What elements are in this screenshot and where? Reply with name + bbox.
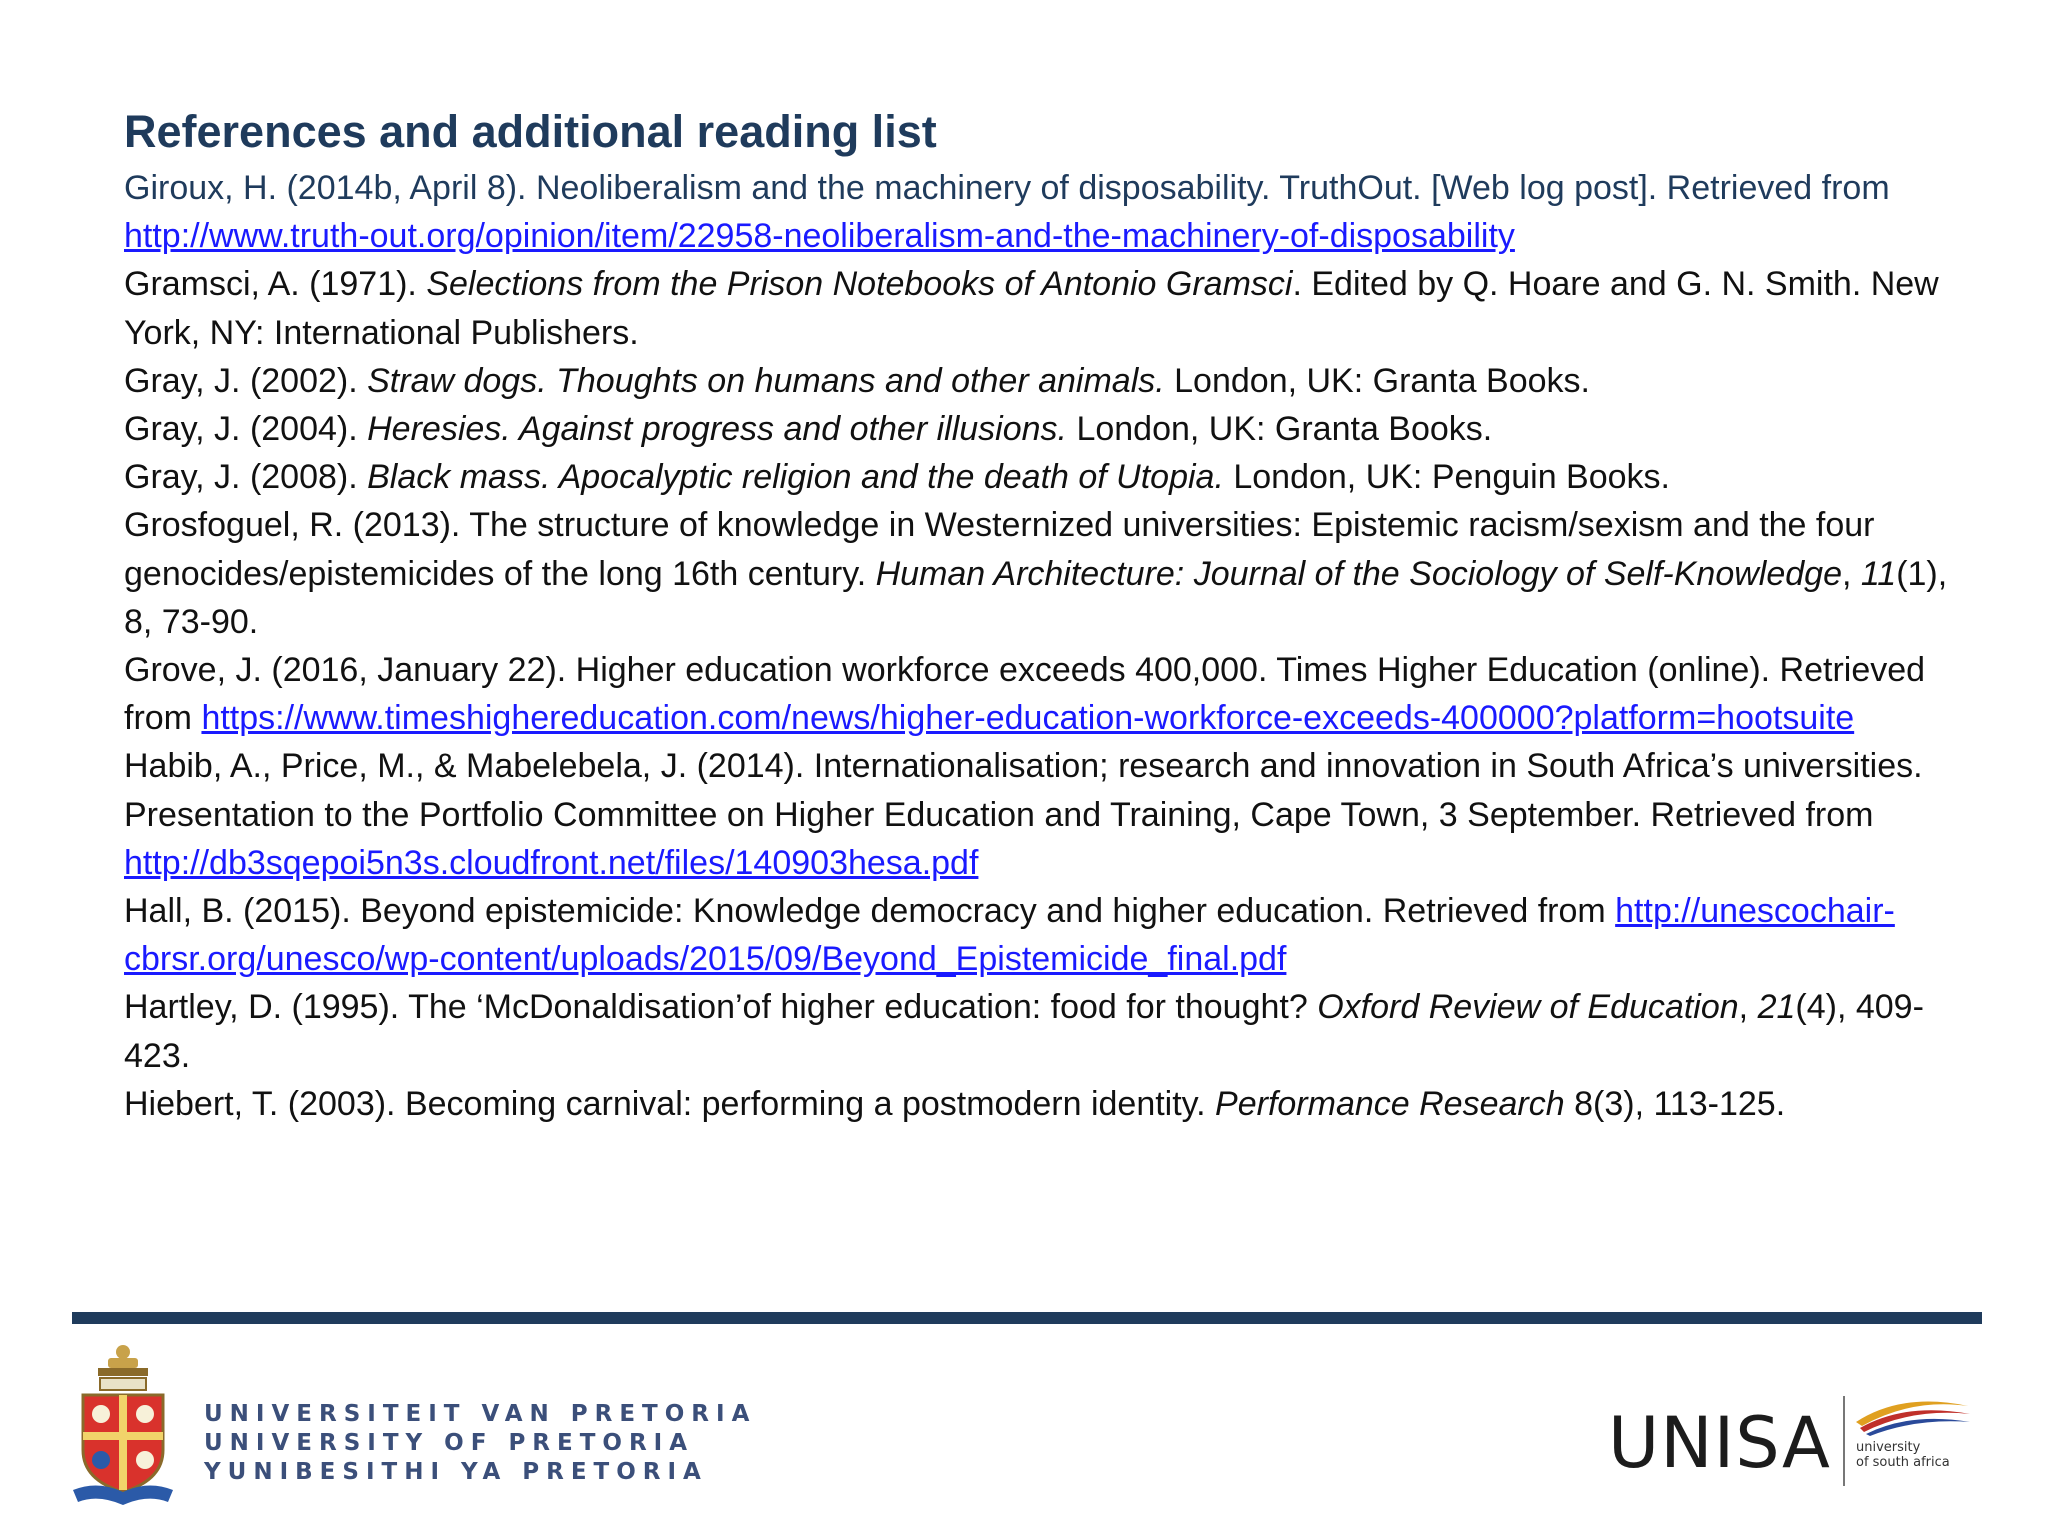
unisa-tagline-line: university (1856, 1440, 1921, 1455)
reference-text: , (1738, 988, 1758, 1027)
reference-text: Giroux, H. (2014b, April 8). Neoliberalism and the machinery of disposability. TruthOut. [Web log post]. Retrieved from (124, 169, 1890, 207)
unisa-tagline (1856, 1440, 1950, 1470)
reference-link[interactable]: http://unescochair-cbrsr.org/unesco/wp-content/uploads/2015/09/Beyond_Epistemicide_final.pdf (124, 892, 1895, 979)
reference-italic-text: Human Architecture: Journal of the Sociology of Self-Knowledge (875, 554, 1842, 593)
reference-entry (124, 164, 1984, 260)
unisa-tagline-line: of south africa (1856, 1455, 1950, 1470)
reference-italic-text: Black mass. Apocalyptic religion and the death of Utopia. (367, 458, 1224, 497)
reference-text: Habib, A., Price, M., & Mabelebela, J. (2014). Internationalisation; research and innovation in South Africa’s universities. Presentation to the Portfolio Committee on Higher Education and Training, Cape Town, 3 September. Retrieved from (124, 747, 1923, 834)
reference-text: London, UK: Penguin Books. (1223, 458, 1670, 497)
reference-text: Gray, J. (2008). (124, 458, 368, 497)
reference-italic-text: 11 (1860, 554, 1897, 593)
reference-entry (124, 646, 1984, 742)
unisa-logo-divider (1843, 1396, 1845, 1486)
reference-entry (124, 501, 1984, 646)
reference-text: London, UK: Granta Books. (1067, 410, 1493, 449)
reference-link[interactable]: https://www.timeshighereducation.com/news/higher-education-workforce-exceeds-400000?platform=hootsuite (201, 699, 1855, 738)
reference-entry (124, 983, 1984, 1079)
unisa-swoosh-icon (1852, 1392, 1972, 1436)
reference-text: , (1842, 554, 1861, 593)
reference-text: Hall, B. (2015). Beyond epistemicide: Knowledge democracy and higher education. Retrieved from (124, 892, 1616, 931)
reference-text: 8(3), 113-125. (1564, 1084, 1786, 1123)
reference-entry (124, 742, 1984, 887)
reference-text: Hiebert, T. (2003). Becoming carnival: performing a postmodern identity. (124, 1084, 1216, 1123)
reference-entry (124, 1080, 1984, 1128)
page-title: References and additional reading list (124, 106, 937, 157)
reference-entry (124, 260, 1984, 356)
reference-link[interactable]: http://www.truth-out.org/opinion/item/22958-neoliberalism-and-the-machinery-of-disposability (124, 217, 1515, 256)
reference-italic-text: Straw dogs. Thoughts on humans and other animals. (367, 361, 1165, 400)
reference-entry (124, 357, 1984, 405)
reference-text: (4), 409-423. (124, 988, 1924, 1075)
reference-text: . Edited by Q. Hoare and G. N. Smith. New York, NY: International Publishers. (124, 265, 1939, 352)
university-of-pretoria-wordmark (204, 1400, 756, 1487)
reference-text: Hartley, D. (1995). The ‘McDonaldisation’of higher education: food for thought? (124, 988, 1318, 1027)
reference-text: London, UK: Granta Books. (1164, 361, 1590, 400)
up-wordmark-line: UNIVERSITY OF PRETORIA (204, 1430, 695, 1456)
reference-text: Grosfoguel, R. (2013). The structure of knowledge in Westernized universities: Epistemic racism/sexism and the four genocides/epistemicides of the long 16th century. (124, 506, 1875, 593)
reference-italic-text: Selections from the Prison Notebooks of Antonio Gramsci (426, 265, 1293, 304)
reference-entry (124, 405, 1984, 453)
reference-entry (124, 887, 1984, 983)
reference-link[interactable]: http://db3sqepoi5n3s.cloudfront.net/files/140903hesa.pdf (124, 843, 979, 882)
unisa-wordmark: UNISA (1608, 1402, 1831, 1484)
up-wordmark-line: UNIVERSITEIT VAN PRETORIA (204, 1401, 757, 1427)
up-wordmark-line: YUNIBESITHI YA PRETORIA (204, 1459, 708, 1485)
reference-italic-text: Performance Research (1215, 1084, 1565, 1123)
reference-italic-text: Oxford Review of Education (1317, 988, 1739, 1027)
reference-text: Gray, J. (2004). (124, 410, 368, 449)
reference-text: Gramsci, A. (1971). (124, 265, 427, 304)
reference-text: Grove, J. (2016, January 22). Higher education workforce exceeds 400,000. Times Higher Education (online). Retrieved from (124, 651, 1926, 738)
reference-text: (1), 8, 73-90. (124, 554, 1948, 641)
reference-entry (124, 453, 1984, 501)
reference-list (124, 164, 1984, 1128)
reference-italic-text: Heresies. Against progress and other illusions. (367, 410, 1067, 449)
university-of-pretoria-crest-icon (68, 1340, 178, 1510)
reference-text: Gray, J. (2002). (124, 361, 368, 400)
reference-italic-text: 21 (1757, 988, 1796, 1027)
footer-divider (72, 1312, 1982, 1324)
